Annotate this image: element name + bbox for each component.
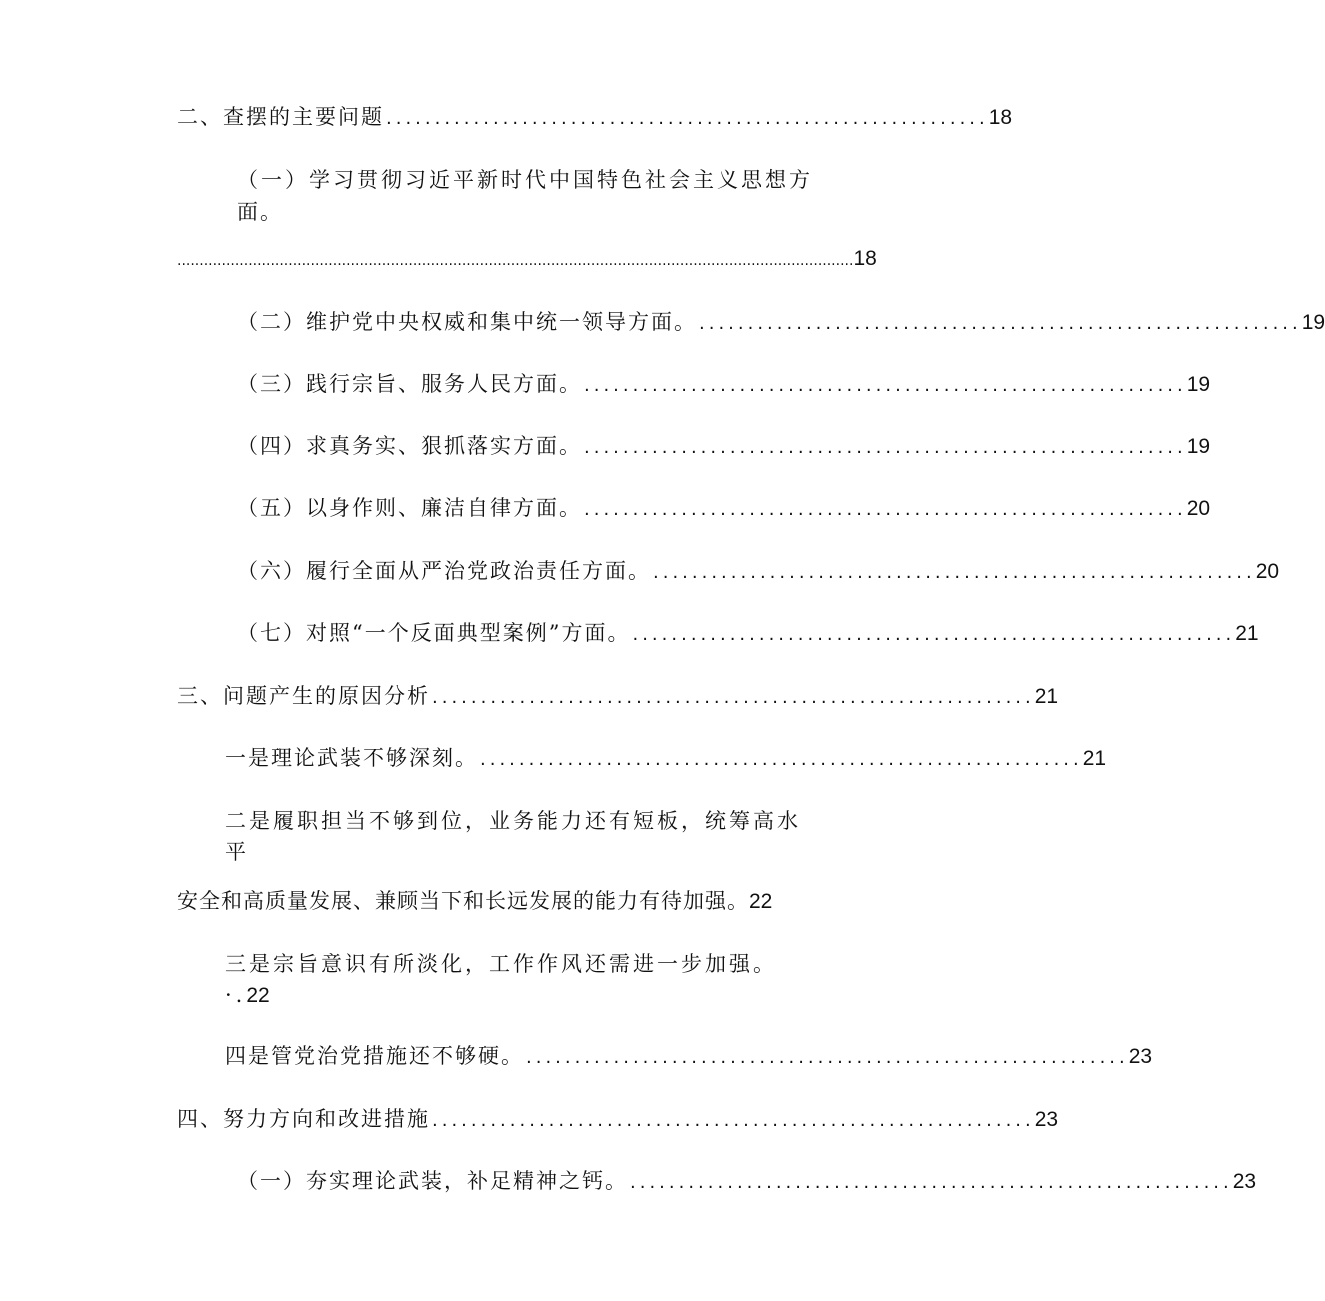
toc-leader-dots: ..............................................................: [653, 562, 1256, 583]
toc-leader-dots: ..............................................................: [584, 437, 1187, 458]
toc-page-number: 21: [1235, 622, 1259, 645]
toc-entry-title[interactable]: 二是履职担当不够到位，业务能力还有短板，统筹高水: [225, 809, 801, 833]
toc-entry[interactable]: [237, 370, 1211, 400]
toc-leader-dots: ·.: [225, 983, 247, 1007]
toc-page-number: 18: [853, 247, 877, 270]
toc-page-number: 19: [1301, 311, 1325, 334]
toc-entry-title: （三）践行宗旨、服务人民方面。: [237, 372, 582, 396]
toc-page-number: 22: [749, 890, 773, 913]
toc-page-number: 20: [1255, 560, 1280, 583]
toc-leader-dots: ..............................................................: [584, 499, 1187, 520]
toc-entry-title[interactable]: （一）学习贯彻习近平新时代中国特色社会主义思想方: [237, 168, 813, 192]
toc-entry[interactable]: [177, 682, 1059, 712]
toc-entry-continued[interactable]: [177, 887, 797, 916]
toc-entry-leader-line[interactable]: [177, 245, 877, 275]
toc-entry[interactable]: [177, 1105, 1059, 1135]
toc-entry-title: 四是管党治党措施还不够硬。: [225, 1044, 524, 1068]
toc-page-number: 19: [1186, 435, 1211, 458]
toc-entry-title-continued: 面。: [237, 200, 283, 224]
toc-entry-title: （五）以身作则、廉洁自律方面。: [237, 496, 582, 520]
toc-entry[interactable]: [225, 1042, 1153, 1072]
toc-page-number: 21: [1082, 747, 1107, 770]
toc-entry-title: 一是理论武装不够深刻。: [225, 746, 478, 770]
toc-entry-title: 四、努力方向和改进措施: [177, 1107, 430, 1131]
toc-page-number: 19: [1186, 373, 1211, 396]
toc-entry[interactable]: [237, 557, 1280, 587]
toc-leader-dots: ..............................................................: [480, 749, 1083, 770]
toc-entry[interactable]: [237, 494, 1211, 524]
toc-page-number: 23: [1128, 1045, 1153, 1068]
toc-leader-dots: ..............................................................: [386, 108, 989, 129]
toc-entry-title: 三、问题产生的原因分析: [177, 684, 430, 708]
toc-entry-title[interactable]: 三是宗旨意识有所淡化，工作作风还需进一步加强。: [225, 952, 777, 976]
toc-page-number: 18: [988, 106, 1013, 129]
toc-leader-dots: ..............................................................: [526, 1047, 1129, 1068]
toc-entry-title-continued: 安全和高质量发展、兼顾当下和长远发展的能力有待加强。: [177, 889, 749, 913]
toc-page-number: 21: [1034, 685, 1059, 708]
toc-entry-title: （七）对照“一个反面典型案例”方面。: [237, 621, 631, 645]
toc-entry-title-continued: 平: [225, 840, 248, 864]
toc-entry-title: （二）维护党中央权威和集中统一领导方面。: [237, 310, 697, 334]
toc-leader-dots: ..............................................................: [432, 687, 1035, 708]
toc-entry[interactable]: [237, 619, 1259, 649]
toc-entry-title: （六）履行全面从严治党政治责任方面。: [237, 559, 651, 583]
toc-entry[interactable]: [237, 1167, 1257, 1197]
toc-entry-continued: [225, 981, 305, 1010]
toc-page-number: 23: [1034, 1108, 1059, 1131]
toc-page-number: 20: [1186, 497, 1211, 520]
toc-page-number: 22: [246, 984, 270, 1007]
toc-leader-dots: ........................................................................................................................................................: [177, 253, 854, 269]
toc-entry[interactable]: [237, 432, 1211, 462]
toc-entry[interactable]: [177, 103, 1013, 133]
toc-entry-title: 二、查摆的主要问题: [177, 105, 384, 129]
toc-leader-dots: ..............................................................: [699, 313, 1302, 334]
toc-entry[interactable]: [237, 308, 1325, 338]
toc-leader-dots: ..............................................................: [630, 1172, 1233, 1193]
toc-leader-dots: ..............................................................: [432, 1110, 1035, 1131]
toc-entry-title: （四）求真务实、狠抓落实方面。: [237, 434, 582, 458]
toc-entry-title: （一）夯实理论武装，补足精神之钙。: [237, 1169, 628, 1193]
toc-leader-dots: ..............................................................: [584, 375, 1187, 396]
toc-page-number: 23: [1232, 1170, 1257, 1193]
toc-leader-dots: ..............................................................: [632, 624, 1236, 645]
toc-entry[interactable]: [225, 744, 1107, 774]
